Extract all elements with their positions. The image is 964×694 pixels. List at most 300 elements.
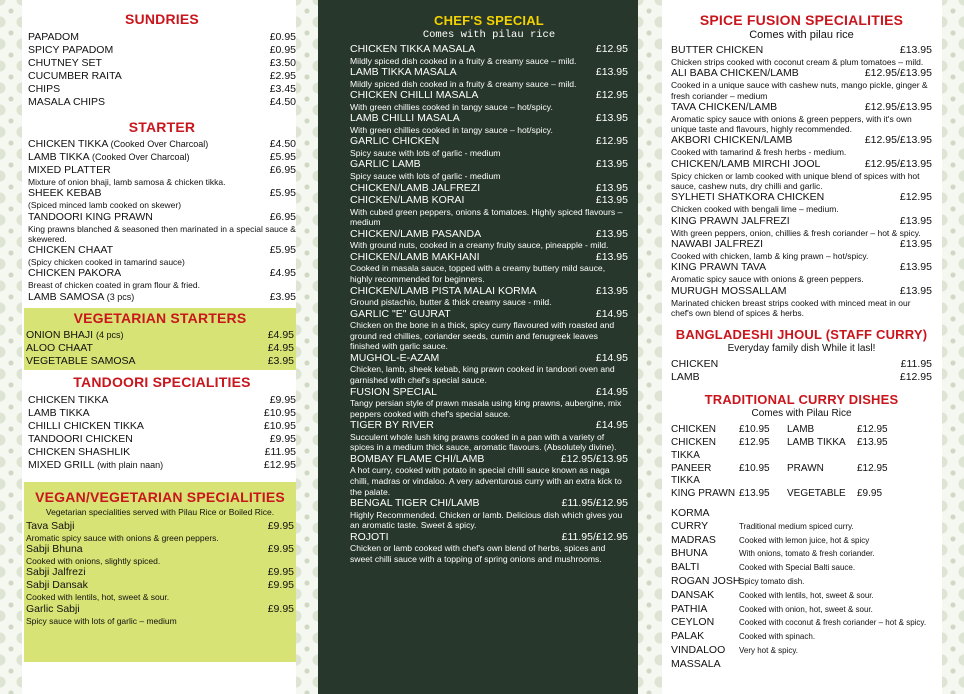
menu-item-name	[671, 285, 787, 298]
menu-item	[350, 285, 628, 308]
section-title: STARTER	[128, 119, 196, 135]
menu-item-name	[28, 187, 102, 200]
curry-style-name: CEYLON	[671, 616, 715, 629]
menu-item-name	[28, 267, 121, 280]
item-name-text: LAMB SAMOSA	[28, 290, 104, 303]
menu-item	[350, 352, 628, 386]
menu-item	[28, 244, 296, 267]
menu-item-row	[350, 228, 628, 241]
menu-item-row	[28, 138, 296, 151]
menu-item-price: £13.95	[899, 44, 932, 56]
menu-item-price: £14.95	[595, 419, 628, 432]
menu-item-description: Spicy chicken or lamb cooked with unique blend of spices with hot sauce, cashew nuts, dry chilli and garlic.	[671, 170, 920, 192]
curry-base-name: PANEER TIKKA	[671, 462, 712, 487]
menu-item-name	[28, 96, 105, 109]
menu-item-description: Succulent whole lush king prawns cooked in a pan with a variety of spices in a medium thick sauce, aromatic flavours. (Absolutely divine).	[350, 431, 617, 453]
menu-item-price: £5.95	[269, 151, 296, 163]
menu-item-row	[350, 66, 628, 79]
menu-item-description: With ground nuts, cooked in a creamy fruity sauce, pineapple - mild.	[350, 240, 609, 251]
curry-style-name: PALAK	[671, 630, 705, 643]
curry-style-row	[671, 589, 932, 603]
section-vegan-vegetarian	[24, 482, 296, 662]
menu-item-row	[350, 251, 628, 264]
menu-item-name	[350, 89, 478, 102]
menu-item	[350, 112, 628, 135]
item-note: (4 pcs)	[96, 329, 124, 340]
item-name-text: Sabji Dansak	[26, 579, 88, 592]
menu-item-row	[28, 407, 296, 420]
menu-item	[26, 342, 294, 355]
menu-item	[350, 182, 628, 195]
menu-item-description: Cooked in masala sauce, topped with a creamy buttery mild sauce, highly recommended for beginners.	[350, 263, 606, 284]
curry-style-name: PATHIA	[671, 602, 708, 615]
curry-style-row	[671, 561, 932, 575]
item-name-text: CHICKEN/LAMB PASANDA	[350, 227, 482, 240]
curry-style-row	[671, 630, 932, 644]
menu-item-price: £9.95	[269, 393, 296, 406]
curry-price: £12.95	[857, 462, 888, 474]
menu-item-description: With green chillies cooked in tangy sauce – hot/spicy.	[350, 124, 553, 135]
menu-item-name	[28, 164, 111, 177]
menu-item-name	[671, 134, 792, 147]
menu-item	[28, 138, 296, 151]
menu-item	[350, 66, 628, 89]
item-name-text: KING PRAWN JALFREZI	[671, 214, 790, 227]
item-name-text: MASALA CHIPS	[28, 96, 106, 108]
item-name-text: Sabji Bhuna	[26, 543, 83, 556]
menu-item-row	[26, 355, 294, 368]
section-traditional-curry	[662, 384, 942, 670]
menu-item-row	[350, 135, 628, 148]
menu-item-row	[28, 291, 296, 304]
menu-item-price: £12.95/£13.95	[864, 100, 932, 113]
menu-item-name	[26, 355, 136, 368]
menu-item	[28, 44, 296, 57]
menu-item-price: £13.95	[899, 261, 932, 274]
menu-item-name	[28, 459, 163, 472]
item-name-text: CHICKEN/LAMB MAKHANI	[350, 250, 480, 263]
menu-item-row	[28, 459, 296, 472]
item-note: (Cooked Over Charcoal)	[92, 152, 190, 162]
curry-style-name: CURRY	[671, 519, 709, 532]
section-title: SUNDRIES	[125, 11, 199, 27]
item-name-text: GARLIC CHICKEN	[350, 135, 440, 148]
menu-item-name	[671, 261, 766, 274]
floral-border-right	[942, 0, 964, 694]
menu-item-row	[350, 182, 628, 195]
item-name-text: ONION BHAJI	[26, 328, 94, 341]
menu-item-name	[28, 31, 79, 44]
menu-item-name	[28, 446, 130, 459]
menu-item	[671, 261, 932, 284]
menu-item	[28, 57, 296, 70]
menu-item	[671, 285, 932, 319]
item-name-text: LAMB	[671, 371, 700, 384]
item-name-text: CHICKEN SHASHLIK	[28, 445, 131, 458]
menu-item-row	[671, 191, 932, 204]
item-note: (3 pcs)	[106, 291, 135, 302]
menu-item-price: £12.95	[595, 89, 628, 102]
menu-item-price: £9.95	[267, 602, 294, 615]
menu-item-row	[26, 329, 294, 342]
menu-item-row	[350, 43, 628, 56]
menu-item-name	[350, 112, 460, 125]
menu-item-row	[671, 285, 932, 298]
section-subtitle: Comes with pilau rice	[422, 29, 556, 41]
curry-style-description: With onions, tomato & fresh coriander.	[739, 549, 875, 559]
menu-item-row	[671, 215, 932, 228]
menu-item	[28, 407, 296, 420]
menu-item-name	[350, 135, 439, 148]
menu-item-description: Spicy sauce with lots of garlic - medium	[350, 147, 501, 158]
item-name-text: TAVA CHICKEN/LAMB	[671, 100, 778, 113]
menu-item	[671, 358, 932, 371]
menu-item	[350, 43, 628, 66]
item-note: (Cooked Over Charcoal)	[110, 139, 209, 149]
curry-style-row	[671, 520, 932, 534]
menu-item-price: £11.95	[900, 358, 932, 371]
menu-item-price: £4.50	[269, 96, 296, 108]
menu-item-name	[26, 566, 86, 579]
curry-style-name: BALTI	[671, 561, 700, 574]
menu-item-price: £9.95	[267, 519, 294, 532]
item-name-text: Tava Sabji	[26, 519, 75, 532]
menu-item-row	[28, 96, 296, 109]
menu-item-row	[350, 158, 628, 171]
menu-item-row	[28, 70, 296, 83]
menu-item-price: £3.50	[269, 57, 296, 69]
curry-style-row	[671, 575, 932, 589]
item-name-text: CHICKEN TIKKA	[28, 138, 108, 150]
menu-item-name	[350, 66, 457, 79]
menu-item-price: £12.95	[899, 191, 932, 204]
menu-item-description: Chicken or lamb cooked with chef's own blend of herbs, spices and sweet chilli sauce with a topping of spring onions and mushrooms.	[350, 543, 606, 565]
curry-style-row	[671, 603, 932, 617]
menu-item-price: £12.95/£13.95	[560, 452, 628, 465]
curry-style-row	[671, 547, 932, 561]
menu-item-name	[28, 211, 153, 224]
menu-item-name	[671, 191, 824, 204]
section-vegetarian-starters	[24, 308, 296, 370]
menu-item-row	[671, 44, 932, 57]
section-starter	[24, 109, 296, 304]
menu-item-name	[28, 151, 190, 164]
section-subtitle: Everyday family dish While it lasl!	[727, 343, 876, 355]
menu-item-description: Chicken, lamb, sheek kebab, king prawn cooked in tandoori oven and garnished with chef's special sauce.	[350, 364, 615, 385]
section-bangladeshi-jhoul	[662, 318, 942, 384]
menu-item-row	[671, 358, 932, 371]
menu-item-price: £4.95	[267, 328, 294, 341]
menu-item-row	[28, 433, 296, 446]
menu-item-price: £14.95	[595, 385, 628, 398]
menu-item-description: Spicy sauce with lots of garlic - medium	[350, 170, 501, 181]
curry-style-name: BHUNA	[671, 547, 708, 560]
curry-price: £12.95	[857, 424, 888, 436]
menu-item-row	[671, 261, 932, 274]
menu-item-price: £9.95	[267, 579, 294, 592]
menu-item-price: £9.95	[267, 543, 294, 556]
menu-item-row	[26, 543, 294, 556]
item-name-text: CHICKEN/LAMB JALFREZI	[350, 181, 481, 194]
curry-price: £13.95	[857, 436, 888, 448]
menu-item-name	[671, 238, 763, 251]
section-title: SPICE FUSION SPECIALITIES	[699, 12, 904, 28]
menu-item-description: Mildly spiced dish cooked in a fruity & creamy sauce – mild.	[350, 55, 577, 66]
menu-item	[671, 101, 932, 135]
menu-item	[28, 83, 296, 96]
item-name-text: MUGHOL-E-AZAM	[350, 351, 440, 364]
menu-item-price: £6.95	[269, 164, 296, 176]
menu-item-row	[28, 57, 296, 70]
item-name-text: TANDOORI KING PRAWN	[28, 210, 153, 223]
menu-item-row	[28, 44, 296, 57]
menu-item-row	[28, 187, 296, 200]
curry-base-name: PRAWN	[787, 462, 824, 474]
menu-item	[671, 44, 932, 67]
curry-styles-list	[671, 507, 932, 671]
menu-item-name	[26, 342, 93, 355]
menu-column-right	[662, 0, 942, 694]
menu-item-row	[28, 267, 296, 280]
menu-item-price: £5.95	[269, 187, 296, 200]
section-title: VEGETARIAN STARTERS	[73, 309, 247, 326]
section-spice-fusion	[662, 0, 942, 318]
menu-item	[671, 191, 932, 214]
section-tandoori-specialities	[24, 370, 296, 472]
item-name-text: CHIPS	[28, 83, 61, 95]
menu-item-price: £3.95	[267, 354, 294, 367]
menu-item	[26, 579, 294, 602]
menu-item	[671, 238, 932, 261]
menu-item-row	[350, 285, 628, 298]
curry-base-name: LAMB	[787, 424, 815, 436]
menu-item-row	[28, 151, 296, 164]
item-name-text: VEGETABLE SAMOSA	[26, 354, 136, 367]
menu-item-row	[28, 211, 296, 224]
item-name-text: NAWABI JALFREZI	[671, 237, 763, 250]
item-name-text: CUCUMBER RAITA	[28, 70, 122, 82]
section-title: VEGAN/VEGETARIAN SPECIALITIES	[35, 488, 285, 505]
menu-column-left	[24, 0, 296, 694]
menu-item	[28, 446, 296, 459]
curry-price: £10.95	[739, 424, 770, 436]
menu-item-description: Cooked with chicken, lamb & king prawn – hot/spicy.	[671, 250, 869, 261]
menu-item-description: Cooked with onions, slightly spiced.	[26, 556, 161, 567]
menu-item-price: £10.95	[263, 406, 296, 419]
menu-item-price: £13.95	[595, 158, 628, 171]
section-title: CHEF'S SPECIAL	[434, 13, 544, 28]
menu-item-name	[26, 603, 80, 616]
menu-item	[28, 433, 296, 446]
menu-item-name	[671, 358, 718, 371]
menu-item-name	[26, 329, 124, 342]
menu-item-row	[671, 371, 932, 384]
item-name-text: CHICKEN/LAMB KORAI	[350, 194, 465, 207]
menu-item-name	[26, 579, 88, 592]
menu-item	[671, 371, 932, 384]
menu-item	[28, 420, 296, 433]
menu-item	[671, 215, 932, 238]
menu-item	[28, 291, 296, 304]
curry-style-description: Cooked with onion, hot, sweet & sour.	[739, 604, 873, 614]
menu-item-row	[26, 342, 294, 355]
menu-item-row	[350, 419, 628, 432]
item-name-text: MIXED GRILL	[28, 458, 95, 471]
menu-item	[26, 603, 294, 626]
curry-style-name: VINDALOO	[671, 643, 726, 656]
menu-item-description: Aromatic spicy sauce with onions & green peppers.	[26, 532, 219, 543]
menu-item-price: £13.95	[595, 227, 628, 240]
item-name-text: LAMB CHILLI MASALA	[350, 112, 460, 125]
section-subtitle: Comes with Pilau Rice	[751, 408, 852, 420]
item-name-text: Sabji Jalfrezi	[26, 566, 86, 579]
menu-item-description: King prawns blanched & seasoned then marinated in a special sauce & skewered.	[28, 223, 296, 244]
item-name-text: CHICKEN CHAAT	[28, 244, 113, 257]
item-name-text: FUSION SPECIAL	[350, 385, 437, 398]
menu-item-row	[26, 566, 294, 579]
menu-item-price: £3.95	[269, 290, 296, 303]
menu-item	[28, 459, 296, 472]
menu-item-name	[350, 497, 480, 510]
menu-item-name	[28, 420, 144, 433]
menu-item-price: £12.95	[595, 135, 628, 148]
curry-base-name: VEGETABLE	[787, 488, 846, 500]
curry-price-grid	[671, 424, 932, 501]
section-subtitle: Vegetarian specialities served with Pilau Rice or Boiled Rice.	[45, 506, 275, 517]
menu-item	[671, 158, 932, 192]
curry-style-name: ROGAN JOSH	[671, 574, 741, 587]
item-name-text: LAMB TIKKA	[28, 151, 90, 163]
item-name-text: CHICKEN CHILLI MASALA	[350, 89, 479, 102]
menu-item-name	[350, 194, 464, 207]
menu-item-name	[671, 67, 799, 80]
menu-item-name	[28, 244, 113, 257]
menu-item-description: Aromatic spicy sauce with onions & green peppers.	[671, 274, 864, 285]
item-note: (with plain naan)	[97, 459, 164, 470]
menu-item-price: £13.95	[595, 66, 628, 79]
curry-style-description: Cooked with Special Balti sauce.	[739, 563, 856, 573]
menu-item-price: £12.95	[595, 43, 628, 55]
menu-item-name	[28, 138, 208, 151]
curry-style-row	[671, 658, 932, 671]
menu-item	[26, 543, 294, 566]
floral-border-left	[0, 0, 22, 694]
menu-item	[350, 251, 628, 285]
menu-item	[26, 566, 294, 579]
menu-item-row	[350, 531, 628, 544]
menu-item-description: With cubed green peppers, onions & tomatoes. Highly spiced flavours – medium	[350, 206, 623, 228]
menu-item-row	[671, 238, 932, 251]
menu-item-name	[350, 386, 437, 399]
menu-item-description: A hot curry, cooked with potato in special chilli sauce known as naga chilli, madras or vindaloo. A very adventurous curry with an extra kick to the palate.	[350, 465, 622, 497]
menu-item-row	[28, 164, 296, 177]
menu-item-description: Breast of chicken coated in gram flour & fried.	[28, 280, 200, 291]
menu-item-price: £0.95	[269, 31, 296, 43]
menu-item	[28, 267, 296, 290]
item-name-text: CHUTNEY SET	[28, 57, 102, 69]
menu-item	[350, 228, 628, 251]
curry-style-row	[671, 616, 932, 630]
menu-item-price: £13.95	[899, 237, 932, 250]
item-name-text: CHICKEN	[671, 358, 719, 371]
menu-item	[28, 151, 296, 164]
menu-item-name	[28, 433, 133, 446]
curry-style-row	[671, 534, 932, 548]
menu-item-price: £4.95	[267, 341, 294, 354]
curry-base-name: LAMB TIKKA	[787, 436, 846, 448]
menu-item-name	[350, 453, 484, 466]
section-sundries	[24, 0, 296, 109]
menu-item-row	[671, 134, 932, 147]
menu-item	[350, 453, 628, 497]
menu-item-description: (Spiced minced lamb cooked on skewer)	[28, 200, 182, 211]
menu-item-name	[28, 407, 90, 420]
section-title: BANGLADESHI JHOUL (STAFF CURRY)	[675, 327, 928, 343]
menu-item	[350, 531, 628, 565]
menu-item-price: £12.95/£13.95	[864, 134, 932, 147]
menu-item-row	[350, 453, 628, 466]
menu-item-price: £0.95	[269, 44, 296, 56]
menu-item-price: £5.95	[269, 244, 296, 257]
curry-price: £13.95	[739, 488, 770, 500]
item-name-text: KING PRAWN TAVA	[671, 261, 767, 274]
curry-price: £12.95	[739, 436, 770, 448]
item-name-text: SYLHETI SHATKORA CHICKEN	[671, 191, 825, 204]
menu-item-row	[350, 352, 628, 365]
curry-price: £9.95	[857, 488, 883, 500]
menu-item-row	[26, 603, 294, 616]
menu-item-name	[350, 228, 481, 241]
menu-item-description: Marinated chicken breast strips cooked with minced meat in our chef's own blend of spices & herbs.	[671, 297, 911, 318]
menu-item	[350, 158, 628, 181]
menu-item	[28, 394, 296, 407]
curry-price: £10.95	[739, 462, 770, 474]
menu-item-price: £13.95	[899, 214, 932, 227]
menu-item-row	[28, 244, 296, 257]
curry-style-description: Very hot & spicy.	[739, 645, 798, 655]
menu-item-price: £4.50	[269, 138, 296, 150]
menu-item-row	[671, 67, 932, 80]
menu-item-price: £11.95/£12.95	[561, 497, 628, 510]
item-name-text: BOMBAY FLAME CHI/LAMB	[350, 452, 485, 465]
curry-style-description: Cooked with coconut & fresh coriander – hot & spicy.	[739, 618, 927, 628]
menu-item-price: £2.95	[269, 70, 296, 82]
menu-item-description: Chicken on the bone in a thick, spicy curry flavoured with roasted and ground red chillies, coriander seeds, cumin and fenugreek leaves finished with garlic sauce.	[350, 320, 615, 352]
menu-item-name	[350, 308, 451, 321]
item-name-text: GARLIC LAMB	[350, 158, 421, 171]
curry-base-name: CHICKEN TIKKA	[671, 436, 717, 461]
menu-item-row	[26, 520, 294, 533]
menu-item-name	[350, 285, 537, 298]
item-name-text: CHICKEN TIKKA MASALA	[350, 43, 476, 55]
menu-item	[350, 308, 628, 352]
item-name-text: ALI BABA CHICKEN/LAMB	[671, 67, 799, 80]
menu-item-description: Cooked with tamarind & fresh herbs - medium.	[671, 147, 847, 158]
menu-item	[28, 31, 296, 44]
menu-item-row	[350, 194, 628, 207]
menu-item-description: Mixture of onion bhaji, lamb samosa & chicken tikka.	[28, 177, 226, 187]
menu-item	[350, 135, 628, 158]
menu-item	[28, 70, 296, 83]
menu-item-row	[28, 394, 296, 407]
menu-item	[350, 497, 628, 531]
menu-item-row	[28, 83, 296, 96]
section-title: TANDOORI SPECIALITIES	[73, 373, 251, 390]
menu-item-name	[671, 101, 777, 114]
menu-item-price: £13.95	[899, 284, 932, 297]
curry-style-description: Cooked with lemon juice, hot & spicy	[739, 535, 870, 545]
menu-item-price: £11.95/£12.95	[561, 530, 628, 543]
